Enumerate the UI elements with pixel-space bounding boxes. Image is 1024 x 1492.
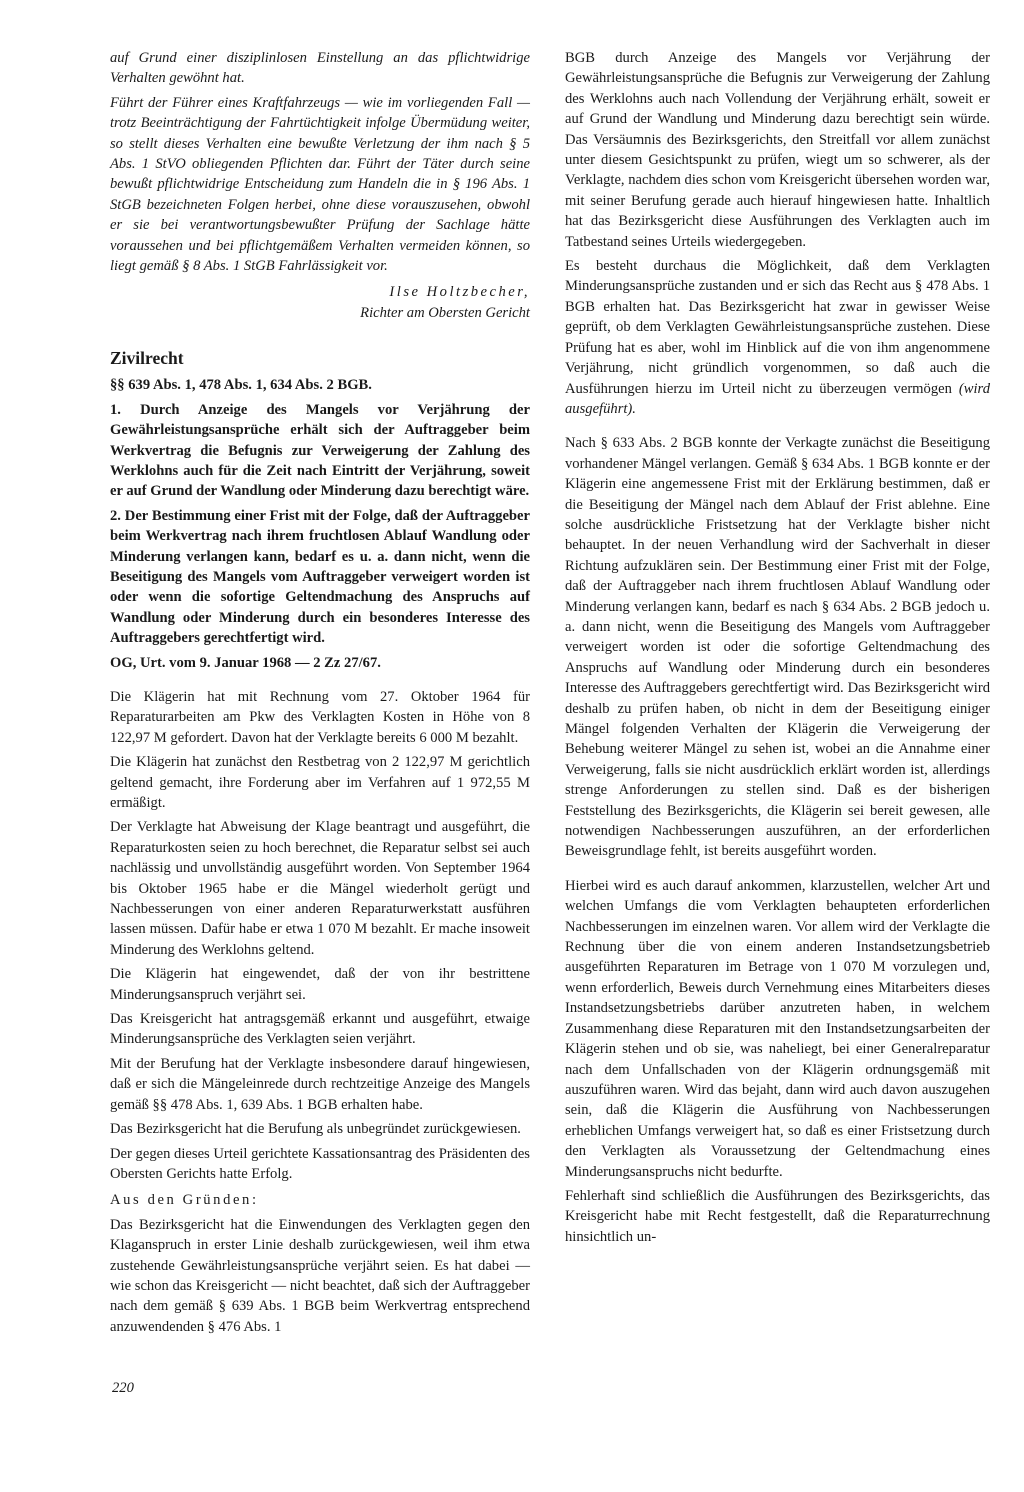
facts-paragraph: Das Bezirksgericht hat die Berufung als unbegründet zurückgewiesen.	[110, 1121, 521, 1138]
signature-title: Richter am Obersten Gericht	[360, 304, 530, 321]
reasons-heading: Aus den Gründen:	[110, 1192, 259, 1209]
body-paragraph: Hierbei wird es auch darauf ankommen, klarzustellen, welcher Art und welchen Umfangs die vom Verklagten behaupteten erforderlichen Nachbesserungen im einzelnen waren. Vor allem wird der Verklagte die Rechnung über die von einem anderen Instandsetzungsbetrieb ausgeführten Reparaturen im Betrage von 1 070 M vorzulegen und, wenn erforderlich, Beweis durch Vernehmung eines Mitarbeiters dieses Instandsetzungsbetriebs darüber anzutreten haben, in welchem Zusammenhang diese Reparaturen mit den Instandsetzungsarbeiten der Klägerin stehen und ob sie, was naheliegt, bei einer Generalreparatur nach dem Unfallschaden von der Klägerin ordnungsgemäß mit auszuführen waren. Wird das bejaht, dann wird auch davon auszugehen sein, daß die Klägerin die Ausführung von Nachbesserungen erheblichen Umfangs verweigert hat, so daß es einer Fristsetzung durch den Verklagten als Voraussetzung der Geltendmachung eines Minderungsanspruchs nicht bedurfte.	[565, 877, 990, 1180]
facts-paragraph: Mit der Berufung hat der Verklagte insbesondere darauf hingewiesen, daß er sich die Mängeleinrede durch rechtzeitige Anzeige des Mangels gemäß §§ 478 Abs. 1, 639 Abs. 1 BGB erhalten habe.	[110, 1055, 530, 1113]
facts-paragraph: Der Verklagte hat Abweisung der Klage beantragt und ausgeführt, die Reparaturkosten seien zu hoch berechnet, die Reparatur selbst sei auch nachlässig und unvollständig ausgeführt worden. Von September 1964 bis Oktober 1965 habe er die Mängel wiederholt gerügt und Nachbesserungen von einer anderen Reparaturwerkstatt ausführen lassen müssen. Dafür habe er etwa 1 070 M bezahlt. Er mache insoweit Minderung des Werklohns geltend.	[110, 819, 530, 958]
intro-paragraph: Führt der Führer eines Kraftfahrzeugs — wie im vorliegenden Fall — trotz Beeinträchtigung der Fahrtüchtigkeit infolge Übermüdung weiter, so stellt dieses Verhalten eine bewußte Verletzung der ihm nach § 5 Abs. 1 StVO obliegenden Pflichten dar. Führt der Täter durch seine bewußt pflichtwidrige Entscheidung zum Handeln die in § 196 Abs. 1 StGB bezeichneten Folgen herbei, ohne diese vorauszusehen, obwohl er sie bei verantwortungsbewußter Prüfung der Sachlage hätte voraussehen und bei pflichtgemäßem Verhalten vermeiden können, so liegt gemäß § 8 Abs. 1 StGB Fahrlässigkeit vor.	[110, 94, 530, 275]
signature	[110, 282, 530, 323]
body-paragraph: BGB durch Anzeige des Mangels vor Verjährung der Gewährleistungsansprüche die Befugnis zur Verweigerung der Zahlung des Werklohns auch nach Vollendung der Verjährung erhält, soweit er auf Grund der Wandlung und Minderung dazu berechtigt sein würde. Das Versäumnis des Bezirksgerichts, den Streitfall vor allem zunächst unter diesem Gesichtspunkt zu prüfen, wiegt um so schwerer, als der Verklagte, nachdem dies schon vom Kreisgericht übersehen worden war, mit seiner Berufung gerade auch hierauf hingewiesen hatte. Inhaltlich hat das Bezirksgericht diese Ausführungen des Verklagten auch im Tatbestand seines Urteils wiedergegeben.	[565, 50, 990, 250]
court-citation: OG, Urt. vom 9. Januar 1968 — 2 Zz 27/67.	[110, 654, 381, 671]
facts-paragraph: Die Klägerin hat zunächst den Restbetrag von 2 122,97 M gerichtlich geltend gemacht, ihre Forderung aber im Verfahren auf 1 972,55 M ermäßigt.	[110, 754, 530, 811]
reasons-paragraph: Das Bezirksgericht hat die Einwendungen des Verklagten gegen den Klaganspruch in erster Linie deshalb zurückgewiesen, weil ihm etwa zustehende Gewährleistungsansprüche verjährt seien. Es hat dabei — wie schon das Kreisgericht — nicht beachtet, daß sich der Auftraggeber nach dem gemäß § 639 Abs. 1 BGB beim Werkvertrag entsprechend anzuwendenden § 476 Abs. 1	[110, 1216, 530, 1335]
page-number: 220	[112, 1380, 134, 1396]
facts-paragraph: Der gegen dieses Urteil gerichtete Kassationsantrag des Präsidenten des Obersten Gerichts hatte Erfolg.	[110, 1145, 530, 1182]
body-text: Es besteht durchaus die Möglichkeit, daß dem Verklagten Minderungsansprüche zustanden und er sich das Recht aus § 478 Abs. 1 BGB erhalten hat. Das Bezirksgericht hat zwar in gewisser Weise geprüft, ob dem Verklagten Gewährleistungsansprüche zustehen. Diese Prüfung hat es aber, wohl im Hinblick auf die von ihm angenommene Verjährung, nicht gründlich vorgenommen, so daß auch die Ausführungen hierzu im Urteil nicht zu überzeugen vermögen	[565, 258, 990, 397]
facts-paragraph: Das Kreisgericht hat antragsgemäß erkannt und ausgeführt, etwaige Minderungsansprüche des Verklagten seien verjährt.	[110, 1011, 530, 1048]
headnote-1: 1. Durch Anzeige des Mangels vor Verjährung der Gewährleistungsansprüche erhält sich der Auftraggeber beim Werkvertrag die Befugnis zur Verweigerung der Zahlung des Werklohns auch für die Zeit nach Eintritt der Verjährung, soweit er auf Grund der Wandlung oder Minderung dazu berechtigt wäre.	[110, 401, 530, 500]
body-paragraph: Nach § 633 Abs. 2 BGB konnte der Verkagte zunächst die Beseitigung vorhandener Mängel verlangen. Gemäß § 634 Abs. 1 BGB konnte er der Klägerin eine angemessene Frist mit der Erklärung bestimmen, daß er die Beseitigung der Mängel nach dem Ablauf der Frist ablehne. Eine solche ausdrückliche Fristsetzung hat der Verklagte bisher nicht behauptet. In der neuen Verhandlung wird der Sachverhalt in dieser Richtung aufzuklären sein. Der Bestimmung einer Frist mit der Folge, daß der Auftraggeber nach ihrem fruchtlosen Ablauf Wandlung oder Minderung verlangen kann, bedarf es nach § 634 Abs. 2 BGB jedoch u. a. dann nicht, wenn die Beseitigung des Mangels vom Auftraggeber verweigert worden ist oder die sofortige Geltendmachung des Anspruchs auf Wandlung oder Minderung durch ein besonderes Interesse des Auftraggebers gerechtfertigt wird. Das Bezirksgericht wird deshalb zu prüfen haben, ob nicht in dem der Beseitigung einiger Mängel folgenden Verhalten der Klägerin die Verweigerung der Behebung weiterer Mängel zu sehen ist, wobei an die Annahme einer Verweigerung, falls sie nicht ausdrücklich erklärt worden ist, allerdings strenge Anforderungen zu stellen sind. Daß es der bisherigen Feststellung des Bezirksgerichts, die Klägerin sei bereit gewesen, alle notwendigen Nachbesserungen auszuführen, an der erforderlichen Beweisgrundlage fehlt, ist bereits ausgeführt worden.	[565, 435, 990, 860]
statute-reference: §§ 639 Abs. 1, 478 Abs. 1, 634 Abs. 2 BGB.	[110, 377, 372, 394]
intro-paragraph: auf Grund einer disziplinlosen Einstellung an das pflichtwidrige Verhalten gewöhnt hat.	[110, 50, 530, 87]
facts-paragraph: Die Klägerin hat mit Rechnung vom 27. Oktober 1964 für Reparaturarbeiten am Pkw des Verklagten Kosten in Höhe von 8 122,97 M gefordert. Davon hat der Verklagte bereits 6 000 M bezahlt.	[110, 688, 530, 746]
headnote-2: 2. Der Bestimmung einer Frist mit der Folge, daß der Auftraggeber beim Werkvertrag nach ihrem fruchtlosen Ablauf Wandlung oder Minderung verlangen kann, bedarf es u. a. dann nicht, wenn die Beseitigung des Mangels vom Auftraggeber verweigert worden ist oder wenn die sofortige Geltendmachung des Anspruchs auf Wandlung oder Minderung durch ein besonderes Interesse des Auftraggebers gerechtfertigt wird.	[110, 507, 530, 647]
right-column	[565, 48, 990, 1251]
left-column	[110, 48, 530, 1341]
body-paragraph	[565, 256, 990, 419]
body-paragraph: Fehlerhaft sind schließlich die Ausführungen des Bezirksgerichts, das Kreisgericht habe mit Recht festgestellt, daß die Reparaturrechnung hinsichtlich un-	[565, 1187, 990, 1245]
section-heading: Zivilrecht	[110, 348, 184, 369]
editorial-note: (wird ausgeführt).	[565, 380, 990, 417]
signature-name: Ilse Holtzbecher,	[389, 284, 530, 301]
facts-paragraph: Die Klägerin hat eingewendet, daß der von ihr bestrittene Minderungsanspruch verjährt sei.	[110, 966, 530, 1003]
